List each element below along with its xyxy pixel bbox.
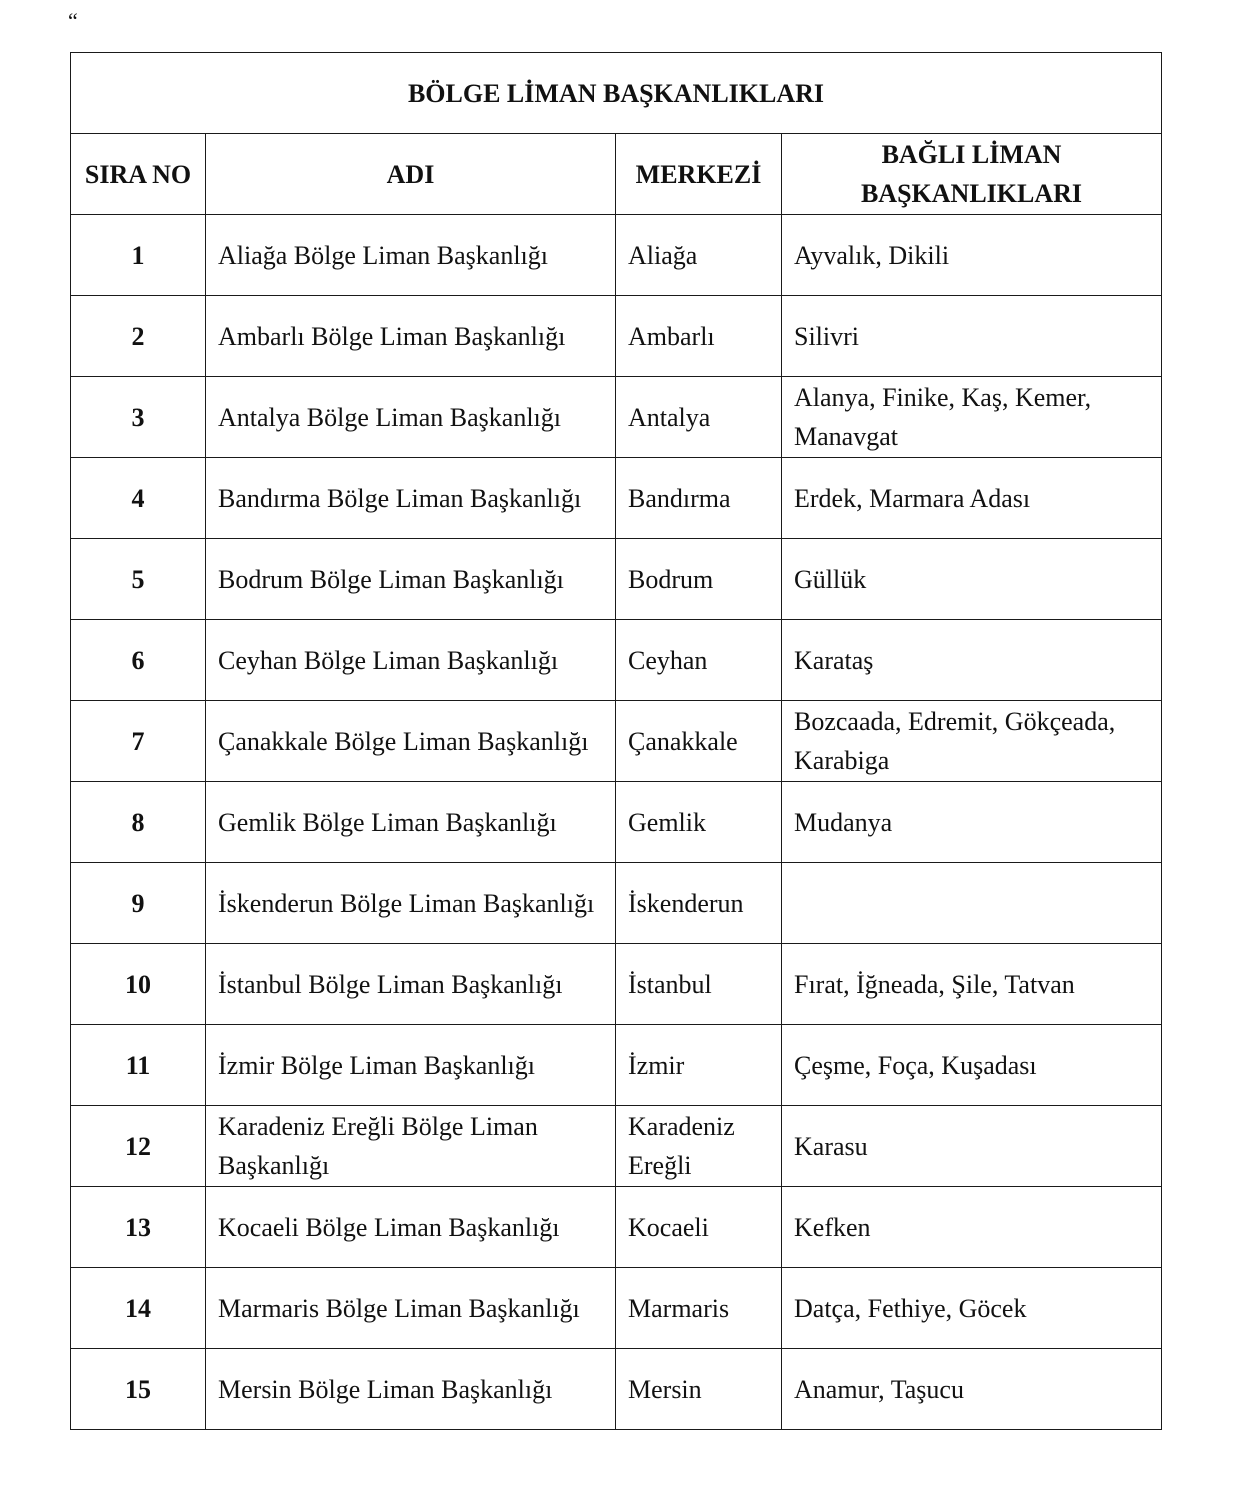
header-bagli-liman: BAĞLI LİMAN BAŞKANLIKLARI	[782, 134, 1162, 215]
cell-adi: Aliağa Bölge Liman Başkanlığı	[206, 215, 616, 296]
table-row	[71, 1187, 1162, 1268]
cell-adi: Kocaeli Bölge Liman Başkanlığı	[206, 1187, 616, 1268]
table-row	[71, 782, 1162, 863]
cell-merkezi: Marmaris	[616, 1268, 782, 1349]
table-row	[71, 458, 1162, 539]
header-sira-no: SIRA NO	[71, 134, 206, 215]
table-row	[71, 863, 1162, 944]
cell-bagli: Alanya, Finike, Kaş, Kemer, Manavgat	[782, 377, 1162, 458]
table-row	[71, 1268, 1162, 1349]
cell-merkezi: Karadeniz Ereğli	[616, 1106, 782, 1187]
cell-no: 12	[71, 1106, 206, 1187]
regional-harbor-master-table	[70, 52, 1162, 1430]
cell-no: 10	[71, 944, 206, 1025]
cell-no: 4	[71, 458, 206, 539]
cell-adi: Mersin Bölge Liman Başkanlığı	[206, 1349, 616, 1430]
cell-merkezi: Antalya	[616, 377, 782, 458]
cell-bagli: Anamur, Taşucu	[782, 1349, 1162, 1430]
cell-adi: Bandırma Bölge Liman Başkanlığı	[206, 458, 616, 539]
cell-merkezi: Çanakkale	[616, 701, 782, 782]
cell-no: 8	[71, 782, 206, 863]
cell-merkezi: Kocaeli	[616, 1187, 782, 1268]
table-row	[71, 296, 1162, 377]
table-row	[71, 620, 1162, 701]
table-row	[71, 944, 1162, 1025]
cell-bagli: Silivri	[782, 296, 1162, 377]
cell-adi: İzmir Bölge Liman Başkanlığı	[206, 1025, 616, 1106]
table-header-row	[71, 134, 1162, 215]
cell-merkezi: Ceyhan	[616, 620, 782, 701]
cell-merkezi: Bandırma	[616, 458, 782, 539]
cell-bagli	[782, 863, 1162, 944]
cell-adi: Bodrum Bölge Liman Başkanlığı	[206, 539, 616, 620]
cell-no: 15	[71, 1349, 206, 1430]
cell-merkezi: Bodrum	[616, 539, 782, 620]
opening-quote-mark: “	[68, 8, 78, 33]
cell-bagli: Karasu	[782, 1106, 1162, 1187]
cell-no: 6	[71, 620, 206, 701]
cell-adi: İstanbul Bölge Liman Başkanlığı	[206, 944, 616, 1025]
cell-no: 7	[71, 701, 206, 782]
cell-merkezi: Mersin	[616, 1349, 782, 1430]
cell-merkezi: Gemlik	[616, 782, 782, 863]
table-title: BÖLGE LİMAN BAŞKANLIKLARI	[71, 53, 1162, 134]
cell-no: 14	[71, 1268, 206, 1349]
table-row	[71, 701, 1162, 782]
cell-bagli: Bozcaada, Edremit, Gökçeada, Karabiga	[782, 701, 1162, 782]
table-row	[71, 1106, 1162, 1187]
cell-adi: İskenderun Bölge Liman Başkanlığı	[206, 863, 616, 944]
cell-no: 13	[71, 1187, 206, 1268]
table-row	[71, 377, 1162, 458]
cell-no: 2	[71, 296, 206, 377]
cell-bagli: Mudanya	[782, 782, 1162, 863]
cell-merkezi: İzmir	[616, 1025, 782, 1106]
cell-bagli: Güllük	[782, 539, 1162, 620]
cell-adi: Karadeniz Ereğli Bölge Liman Başkanlığı	[206, 1106, 616, 1187]
cell-no: 1	[71, 215, 206, 296]
cell-merkezi: Ambarlı	[616, 296, 782, 377]
cell-merkezi: İskenderun	[616, 863, 782, 944]
cell-bagli: Datça, Fethiye, Göcek	[782, 1268, 1162, 1349]
header-merkezi: MERKEZİ	[616, 134, 782, 215]
cell-adi: Ceyhan Bölge Liman Başkanlığı	[206, 620, 616, 701]
cell-adi: Antalya Bölge Liman Başkanlığı	[206, 377, 616, 458]
cell-no: 9	[71, 863, 206, 944]
table-row	[71, 1349, 1162, 1430]
cell-adi: Gemlik Bölge Liman Başkanlığı	[206, 782, 616, 863]
cell-bagli: Karataş	[782, 620, 1162, 701]
cell-adi: Çanakkale Bölge Liman Başkanlığı	[206, 701, 616, 782]
cell-bagli: Kefken	[782, 1187, 1162, 1268]
table-row	[71, 1025, 1162, 1106]
cell-bagli: Fırat, İğneada, Şile, Tatvan	[782, 944, 1162, 1025]
header-adi: ADI	[206, 134, 616, 215]
cell-no: 3	[71, 377, 206, 458]
cell-bagli: Çeşme, Foça, Kuşadası	[782, 1025, 1162, 1106]
cell-no: 11	[71, 1025, 206, 1106]
cell-adi: Marmaris Bölge Liman Başkanlığı	[206, 1268, 616, 1349]
cell-bagli: Ayvalık, Dikili	[782, 215, 1162, 296]
cell-bagli: Erdek, Marmara Adası	[782, 458, 1162, 539]
table-row	[71, 215, 1162, 296]
table-row	[71, 539, 1162, 620]
cell-no: 5	[71, 539, 206, 620]
cell-merkezi: Aliağa	[616, 215, 782, 296]
cell-adi: Ambarlı Bölge Liman Başkanlığı	[206, 296, 616, 377]
cell-merkezi: İstanbul	[616, 944, 782, 1025]
